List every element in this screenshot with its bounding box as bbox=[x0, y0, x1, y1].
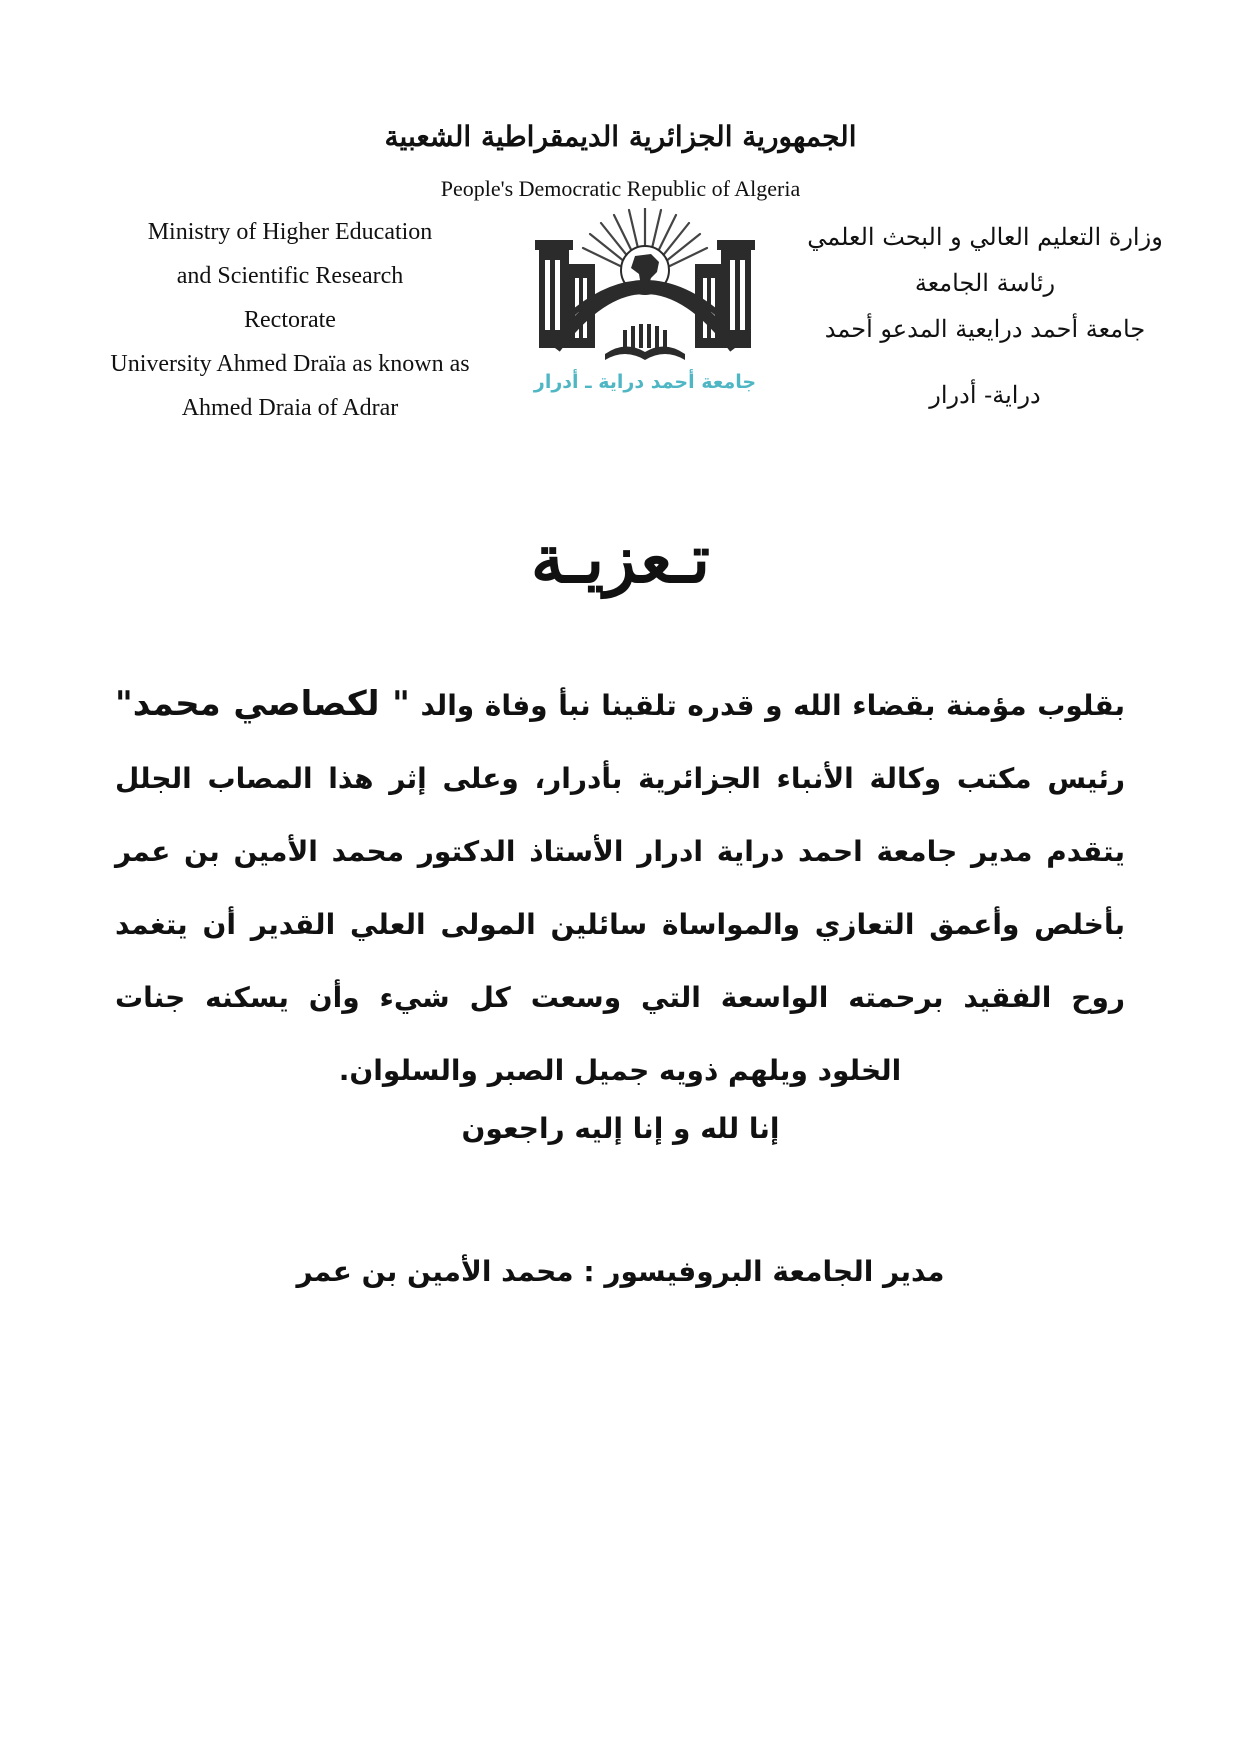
body-line-3: يتقدم مدير جامعة احمد دراية ادرار الأستاذ الدكتور محمد الأمين بن عمر bbox=[115, 835, 1125, 868]
university-logo bbox=[525, 208, 765, 398]
university-ar-line-2: دراية- أدرار bbox=[929, 381, 1041, 409]
header-arabic-title: الجمهورية الجزائرية الديمقراطية الشعبية bbox=[384, 120, 857, 153]
body-line-4: بأخلص وأعمق التعازي والمواساة سائلين المولى العلي القدير أن يتغمد bbox=[115, 908, 1125, 941]
document-title: تـعزيـة bbox=[530, 520, 711, 598]
condolence-body bbox=[115, 668, 1125, 1107]
university-ar-line-1: جامعة أحمد درايعية المدعو أحمد bbox=[824, 315, 1146, 343]
body-line-1 bbox=[115, 668, 1125, 742]
ministry-line-1: Ministry of Higher Education bbox=[147, 219, 433, 245]
rectorate-line: Rectorate bbox=[244, 307, 336, 333]
logo-caption: جامعة أحمد دراية ـ أدرار bbox=[533, 371, 757, 393]
deceased-father-of-name: " لكصاصي محمد" bbox=[115, 684, 410, 724]
ministry-line-2: and Scientific Research bbox=[176, 263, 404, 289]
ministry-ar-line: وزارة التعليم العالي و البحث العلمي bbox=[807, 223, 1163, 251]
signature-line: مدير الجامعة البروفيسور : محمد الأمين بن عمر bbox=[296, 1255, 945, 1288]
university-line-2: Ahmed Draia of Adrar bbox=[181, 395, 399, 421]
university-line-1: University Ahmed Draïa as known as bbox=[110, 351, 470, 377]
body-line-6: الخلود ويلهم ذويه جميل الصبر والسلوان. bbox=[338, 1054, 902, 1087]
body-line-1-text: بقلوب مؤمنة بقضاء الله و قدره تلقينا نبأ وفاة والد bbox=[409, 689, 1126, 722]
rectorate-ar-line: رئاسة الجامعة bbox=[914, 269, 1056, 297]
header-english-title: People's Democratic Republic of Algeria bbox=[440, 176, 801, 201]
body-line-5: روح الفقيد برحمته الواسعة التي وسعت كل شيء وأن يسكنه جنات bbox=[115, 981, 1125, 1014]
header-english-institution bbox=[70, 210, 510, 430]
university-logo-icon bbox=[525, 208, 765, 398]
header-arabic-institution bbox=[800, 214, 1170, 418]
body-line-2: رئيس مكتب وكالة الأنباء الجزائرية بأدرار، وعلى إثر هذا المصاب الجلل bbox=[115, 762, 1125, 795]
closing-phrase: إنا لله و إنا إليه راجعون bbox=[461, 1112, 780, 1145]
